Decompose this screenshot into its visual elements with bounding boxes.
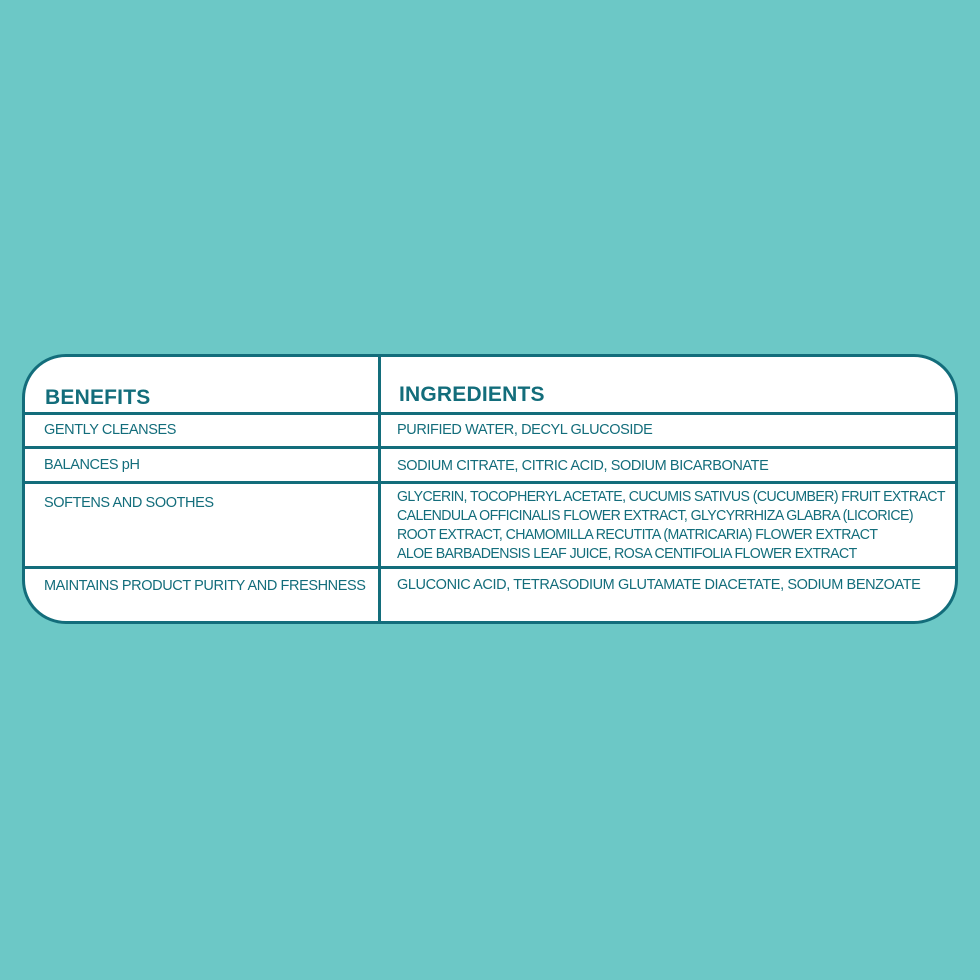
benefit-cell: GENTLY CLEANSES [44, 422, 177, 438]
ingredient-line: ALOE BARBADENSIS LEAF JUICE, ROSA CENTIFOLIA FLOWER EXTRACT [397, 546, 857, 562]
ingredients-cell [397, 488, 945, 564]
row-divider [25, 446, 955, 449]
column-divider [378, 357, 381, 621]
ingredients-cell [397, 421, 652, 440]
benefits-header: BENEFITS [45, 386, 151, 409]
ingredient-line: ROOT EXTRACT, CHAMOMILLA RECUTITA (MATRICARIA) FLOWER EXTRACT [397, 527, 878, 543]
row-divider [25, 412, 955, 415]
ingredient-line: GLYCERIN, TOCOPHERYL ACETATE, CUCUMIS SATIVUS (CUCUMBER) FRUIT EXTRACT [397, 489, 945, 505]
row-divider [25, 481, 955, 484]
ingredients-cell [397, 457, 768, 476]
benefits-ingredients-table [22, 354, 958, 624]
ingredient-line: SODIUM CITRATE, CITRIC ACID, SODIUM BICARBONATE [397, 458, 769, 474]
ingredients-header: INGREDIENTS [399, 383, 545, 406]
ingredient-line: PURIFIED WATER, DECYL GLUCOSIDE [397, 422, 653, 438]
ingredients-cell [397, 576, 920, 595]
benefit-cell: BALANCES pH [44, 457, 140, 473]
benefit-cell: SOFTENS AND SOOTHES [44, 495, 214, 511]
ingredient-line: GLUCONIC ACID, TETRASODIUM GLUTAMATE DIACETATE, SODIUM BENZOATE [397, 577, 921, 593]
ingredient-line: CALENDULA OFFICINALIS FLOWER EXTRACT, GLYCYRRHIZA GLABRA (LICORICE) [397, 508, 914, 524]
row-divider [25, 566, 955, 569]
benefit-cell: MAINTAINS PRODUCT PURITY AND FRESHNESS [44, 578, 366, 594]
